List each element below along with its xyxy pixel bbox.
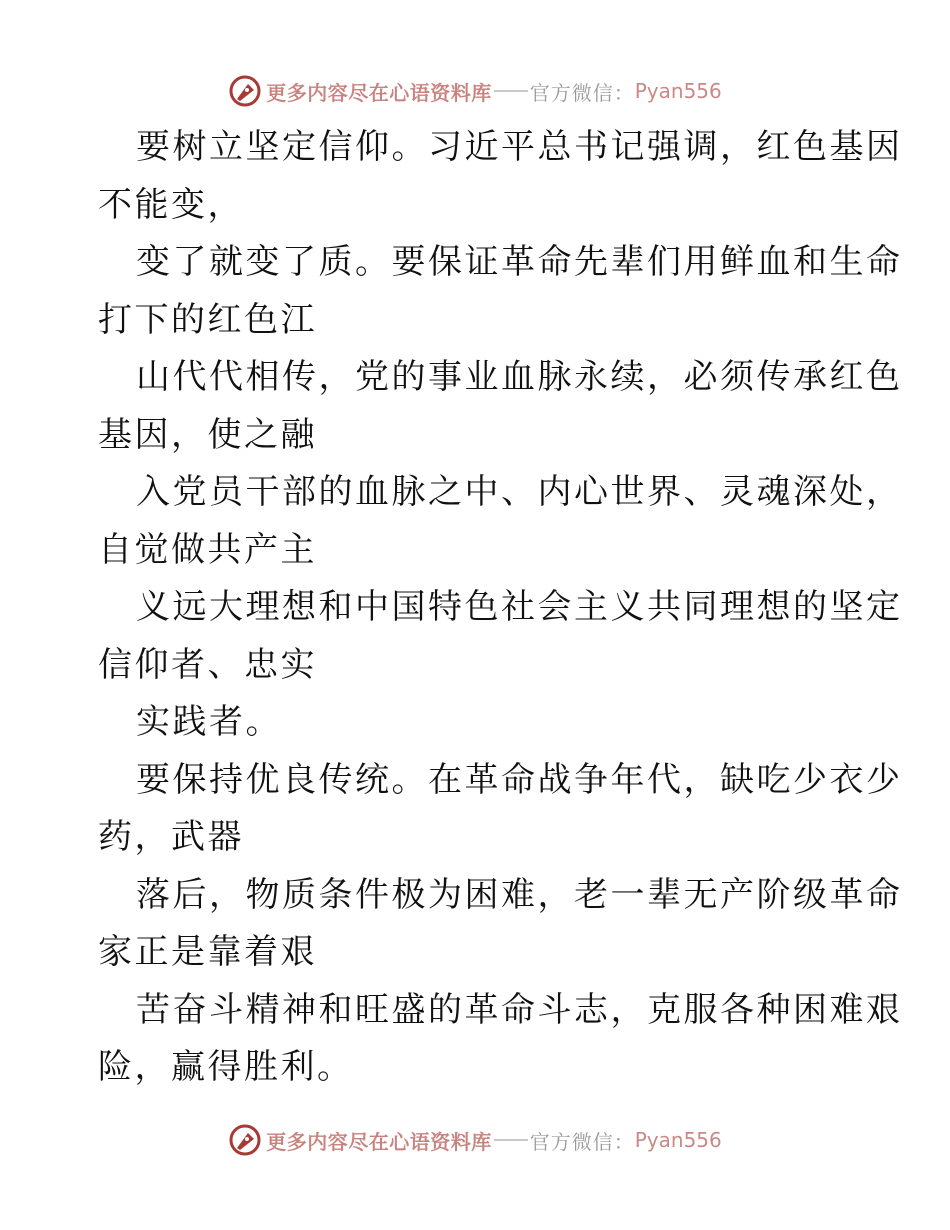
header-watermark bbox=[0, 71, 950, 111]
text-line: 药，武器 bbox=[98, 817, 244, 857]
text-line: 变了就变了质。要保证革命先辈们用鲜血和生命 bbox=[136, 242, 903, 282]
pen-nib-logo-icon bbox=[228, 1123, 262, 1157]
text-line: 落后，物质条件极为困难，老一辈无产阶级革命 bbox=[136, 874, 903, 915]
document-body bbox=[98, 119, 903, 1097]
text-line: 实践者。 bbox=[136, 702, 282, 742]
watermark-brand: 更多内容尽在心语资料库 bbox=[266, 80, 492, 105]
text-line: 不能变， bbox=[98, 184, 244, 225]
text-line: 险，赢得胜利。 bbox=[98, 1047, 354, 1087]
watermark-dash bbox=[494, 1139, 528, 1141]
watermark-brand: 更多内容尽在心语资料库 bbox=[266, 1129, 492, 1154]
text-line: 自觉做共产主 bbox=[98, 529, 317, 570]
watermark-official-label: 官方微信： bbox=[529, 1129, 635, 1154]
text-line: 苦奋斗精神和旺盛的革命斗志，克服各种困难艰 bbox=[136, 989, 903, 1030]
text-line: 打下的红色江 bbox=[98, 299, 317, 340]
text-line: 基因，使之融 bbox=[98, 414, 317, 455]
watermark-dash bbox=[494, 90, 528, 92]
text-line: 家正是靠着艰 bbox=[98, 932, 317, 972]
text-line: 山代代相传，党的事业血脉永续，必须传承红色 bbox=[136, 357, 903, 397]
footer-watermark bbox=[0, 1120, 950, 1160]
text-line: 信仰者、忠实 bbox=[98, 644, 317, 685]
watermark-official-label: 官方微信： bbox=[529, 80, 635, 105]
watermark-wechat-id: Pyan556 bbox=[634, 79, 722, 103]
watermark-wechat-id: Pyan556 bbox=[634, 1128, 722, 1152]
pen-nib-logo-icon bbox=[228, 74, 262, 108]
text-line: 义远大理想和中国特色社会主义共同理想的坚定 bbox=[136, 587, 903, 627]
text-line: 要树立坚定信仰。习近平总书记强调，红色基因 bbox=[136, 127, 903, 167]
text-line: 入党员干部的血脉之中、内心世界、灵魂深处， bbox=[136, 472, 903, 512]
text-line: 要保持优良传统。在革命战争年代，缺吃少衣少 bbox=[136, 759, 903, 800]
